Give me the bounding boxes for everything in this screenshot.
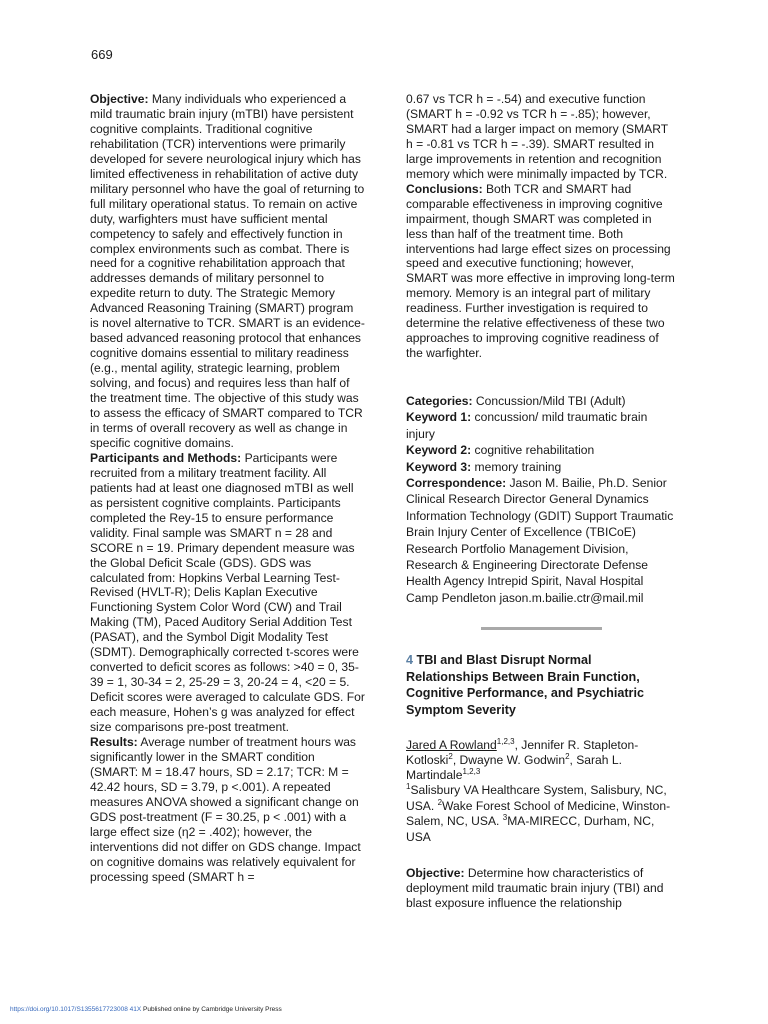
keyword1-text: concussion/ mild traumatic brain injury (406, 410, 648, 441)
correspondence-text: Jason M. Bailie, Ph.D. Senior Clinical Research Director General Dynamics Information Technology (GDIT) Support Traumatic Brain Injury Center of Excellence (TBICoE) Research Portfolio Management Division, Research & Engineering Directorate Defense Health Agency Intrepid Spirit, Naval Hospital Camp Pendleton jason.m.bailie.ctr@mail.mil (406, 476, 674, 605)
affil1-text: Salisbury VA Healthcare System, Salisbury, NC, USA. (406, 783, 667, 813)
author-list (406, 738, 676, 784)
keyword2-text: cognitive rehabilitation (471, 443, 595, 458)
publisher-note: Published online by Cambridge University Press (141, 1006, 282, 1013)
author-sarah-martindale: , Sarah L. Martindale (406, 753, 622, 783)
abstract-title-text: TBI and Blast Disrupt Normal Relationships Between Brain Function, Cognitive Performance, and Psychiatric Symptom Severity (406, 653, 644, 717)
metadata-block (406, 393, 676, 606)
keyword1-label: Keyword 1: (406, 410, 472, 425)
correspondence-paragraph (406, 475, 676, 606)
author3-superscript: 2 (565, 752, 570, 762)
keyword3-text: memory training (471, 459, 562, 474)
methods-label: Participants and Methods: (90, 450, 242, 465)
objective-paragraph (90, 92, 365, 451)
abstract2-objective (406, 866, 676, 911)
keyword1-line (406, 409, 676, 442)
keyword3-line (406, 459, 676, 475)
conclusions-label: Conclusions: (406, 181, 483, 196)
abstract2-objective-text: Determine how characteristics of deployment mild traumatic brain injury (TBI) and blast exposure influence the relationship (406, 866, 664, 910)
results-label: Results: (90, 734, 138, 749)
conclusions-text: Both TCR and SMART had comparable effectiveness in improving cognitive impairment, though SMART was completed in less than half of the treatment time. Both interventions had large effect sizes on processing speed and executive functioning; however, SMART was more effective in improving long-term memory. Memory is an integral part of military readiness. Further investigation is required to determine the relative effectiveness of these two approaches to improving cognitive readiness of the warfighter. (406, 181, 675, 361)
keyword2-line (406, 442, 676, 458)
objective-label: Objective: (90, 92, 149, 106)
page-footer (10, 1006, 282, 1013)
results-paragraph (90, 735, 365, 885)
affil3-text: MA-MIRECC, Durham, NC, USA (406, 814, 655, 845)
results-continued: 0.67 vs TCR h = -.54) and executive function (SMART h = -0.92 vs TCR h = -.85); however, SMART had a larger impact on memory (SMART h = -0.81 vs TCR h = -.39). SMART resulted in large improvements in retention and recognition memory which were minimally impacted by TCR. (406, 92, 668, 181)
keyword3-label: Keyword 3: (406, 459, 472, 474)
correspondence-label: Correspondence: (406, 476, 507, 491)
author-jared-rowland: Jared A Rowland (406, 738, 497, 752)
categories-line (406, 393, 676, 409)
author1-superscript: 1,2,3 (496, 736, 515, 746)
author-dwayne-godwin: , Dwayne W. Godwin (452, 753, 566, 768)
right-column (406, 92, 676, 361)
methods-text: Participants were recruited from a military treatment facility. All patients had at least one diagnosed mTBI as well as persistent cognitive complaints. Participants completed the Rey-15 to ensure performance validity. Final sample was SMART n = 28 and SCORE n = 19. Primary dependent measure was the Global Deficit Scale (GDS). GDS was calculated from: Hopkins Verbal Learning Test-Revised (HVLT-R); Delis Kaplan Executive Functioning System Color Word (CW) and Trail Making (TM), Paced Auditory Serial Addition Test (PASAT), and the Symbol Digit Modality Test (SDMT). Demographically corrected t-scores were converted to deficit scores as follows: >40 = 0, 35-39 = 1, 30-34 = 2, 25-29 = 3, 20-24 = 4, <20 = 5. Deficit scores were averaged to calculate GDS. For each measure, Hohen’s g was analyzed for effect size comparisons pre-post treatment. (90, 450, 365, 735)
affiliations (406, 783, 676, 846)
methods-paragraph (90, 451, 365, 735)
page-number: 669 (91, 47, 113, 62)
section-divider (481, 627, 602, 630)
affil1-superscript: 1 (406, 781, 411, 791)
categories-text: Concussion/Mild TBI (Adult) (472, 394, 626, 408)
left-column (90, 92, 365, 885)
categories-label: Categories: (406, 394, 473, 408)
affil3-superscript: 3 (502, 813, 508, 823)
doi-link[interactable]: https://doi.org/10.1017/S1355617723008 41X (10, 1006, 142, 1013)
abstract-title (406, 652, 676, 718)
abstract2-objective-label: Objective: (406, 866, 465, 880)
author4-superscript: 1,2,3 (462, 767, 481, 777)
conclusions-paragraph (406, 182, 676, 361)
affil2-text: Wake Forest School of Medicine, Winston-Salem, NC, USA. (406, 798, 671, 829)
objective-text: Many individuals who experienced a mild traumatic brain injury (mTBI) have persistent cognitive complaints. Traditional cognitive rehabilitation (TCR) interventions were primarily developed for severe neurological injury which has limited effectiveness in rehabilitation of active duty military personnel who have the goal of returning to full military operational status. To remain on active duty, warfighters must have sufficient mental competency to safely and effectively function in complex environments such as combat. There is need for a cognitive rehabilitation approach that addresses demands of military personnel to expedite return to duty. The Strategic Memory Advanced Reasoning Training (SMART) program is novel alternative to TCR. SMART is an evidence-based advanced reasoning protocol that enhances cognitive domains essential to military readiness (e.g., mental agility, strategic learning, problem solving, and focus) and requires less than half of the treatment time. The objective of this study was to assess the efficacy of SMART compared to TCR in terms of overall recovery as well as change in specific cognitive domains. (90, 92, 365, 450)
author-jennifer-stapleton-kotloski: , Jennifer R. Stapleton-Kotloski (406, 738, 639, 768)
results-text: Average number of treatment hours was significantly lower in the SMART condition (SMART: M = 18.47 hours, SD = 2.17; TCR: M = 42.42 hours, SD = 3.79, p <.001). A repeated measures ANOVA showed a significant change on GDS post-treatment (F = 30.25, p < .001) with a large effect size (η2 = .402); however, the interventions did not differ on GDS change. Impact on cognitive domains was relatively equivalent for processing speed (SMART h = (90, 734, 361, 884)
affil2-superscript: 2 (437, 797, 443, 807)
abstract-number: 4 (406, 653, 414, 667)
keyword2-label: Keyword 2: (406, 443, 472, 458)
author2-superscript: 2 (448, 752, 453, 762)
